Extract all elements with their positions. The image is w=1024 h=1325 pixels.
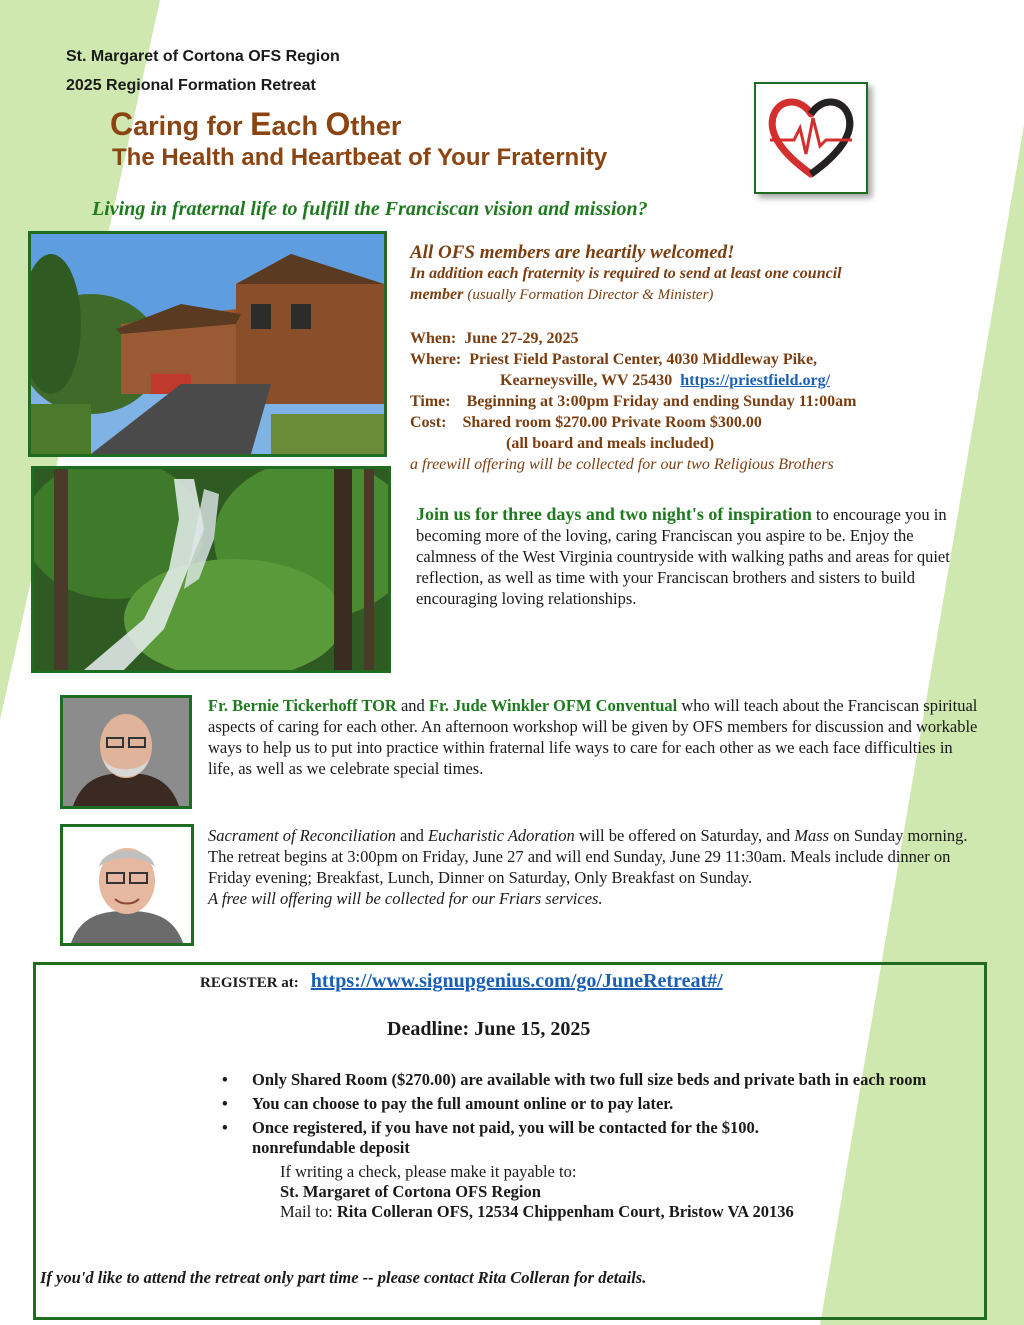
signup-link[interactable]: https://www.signupgenius.com/go/JuneRetreat#/ (310, 970, 723, 992)
welcome-text: All OFS members are heartily welcomed! (410, 242, 735, 263)
org-name: St. Margaret of Cortona OFS Region (66, 48, 340, 65)
sacraments-paragraph: Sacrament of Reconciliation and Eucharistic Adoration will be offered on Saturday, and Mass on Sunday morning. The retreat begins at 3:00pm on Friday, June 27 and will end Sunday, June 29 11:30am. Meals include dinner on Friday evening; Breakfast, Lunch, Dinner on Saturday, Only Breakfast on Sunday. A free will offering will be collected for our Friars services. (208, 826, 968, 908)
offering-note: a freewill offering will be collected for our two Religious Brothers (410, 456, 834, 473)
friars-offering: A free will offering will be collected for our Friars services. (208, 889, 603, 908)
where-row-2: Kearneysville, WV 25430 https://priestfield.org/ (500, 372, 831, 389)
list-item: • You can choose to pay the full amount online or to pay later. (222, 1094, 674, 1113)
bullet-icon: • (222, 1118, 228, 1137)
payee: St. Margaret of Cortona OFS Region (280, 1182, 541, 1201)
where-row: Where: Priest Field Pastoral Center, 4030 Middleway Pike, (410, 351, 818, 368)
bullet-icon: • (222, 1070, 228, 1089)
join-paragraph: Join us for three days and two night's of inspiration to encourage you in becoming more of the loving, caring Franciscan you aspire to be. Enjoy the calmness of the West Virginia countryside with walking paths and areas for quiet reflection, as well as time with your Franciscan brothers and sisters to build encouraging loving relationships. (416, 504, 950, 608)
friar-portrait-2 (60, 824, 194, 946)
event-name: 2025 Regional Formation Retreat (66, 77, 316, 94)
deadline: Deadline: June 15, 2025 (387, 1018, 591, 1040)
organization-header (66, 42, 340, 100)
tagline: Living in fraternal life to fulfill the Franciscan vision and mission? (92, 198, 648, 220)
cost-row: Cost: Shared room $270.00 Private Room $300.00 (410, 414, 762, 431)
when-row: When: June 27-29, 2025 (410, 330, 579, 347)
waterfall-photo (31, 466, 391, 673)
check-instructions: If writing a check, please make it payable to: St. Margaret of Cortona OFS Region Mail to: Rita Colleran OFS, 12534 Chippenham Court, Bristow VA 20136 (280, 1162, 794, 1221)
registration-bullets (222, 1070, 982, 1222)
list-item: • Only Shared Room ($270.00) are available with two full size beds and private bath in each room (222, 1070, 927, 1089)
heart-heartbeat-icon (756, 84, 866, 192)
cost-note: (all board and meals included) (506, 435, 715, 452)
speaker-1: Fr. Bernie Tickerhoff TOR (208, 696, 397, 715)
retreat-center-photo (28, 231, 387, 457)
speaker-2: Fr. Jude Winkler OFM Conventual (428, 696, 678, 715)
priestfield-link[interactable]: https://priestfield.org/ (680, 372, 831, 389)
friar-portrait-1 (60, 695, 192, 809)
page-subtitle: The Health and Heartbeat of Your Fraternity (112, 144, 608, 171)
bullet-icon: • (222, 1094, 228, 1113)
register-line: REGISTER at: https://www.signupgenius.com/go/JuneRetreat#/ (200, 970, 723, 992)
event-details (410, 242, 990, 475)
heart-logo (754, 82, 868, 194)
speakers-paragraph: Fr. Bernie Tickerhoff TOR and Fr. Jude Winkler OFM Conventual who will teach about the Franciscan spiritual aspects of caring for each other. An afternoon workshop will be given by OFS members for discussion and workable ways to help us to put into practice within fraternal life ways to care for each other as we each face difficulties in life, as well as we celebrate special times. (208, 696, 978, 778)
mail-address: Rita Colleran OFS, 12534 Chippenham Court, Bristow VA 20136 (336, 1202, 794, 1221)
page-title: Caring for Each Other (110, 106, 402, 142)
time-row: Time: Beginning at 3:00pm Friday and ending Sunday 11:00am (410, 393, 857, 410)
list-item: • Once registered, if you have not paid, you will be contacted for the $100. nonrefundable deposit (222, 1118, 759, 1157)
part-time-note: If you'd like to attend the retreat only part time -- please contact Rita Colleran for details. (40, 1268, 647, 1287)
requirement-text: In addition each fraternity is required to send at least one council member (usually Formation Director & Minister) (410, 265, 842, 303)
